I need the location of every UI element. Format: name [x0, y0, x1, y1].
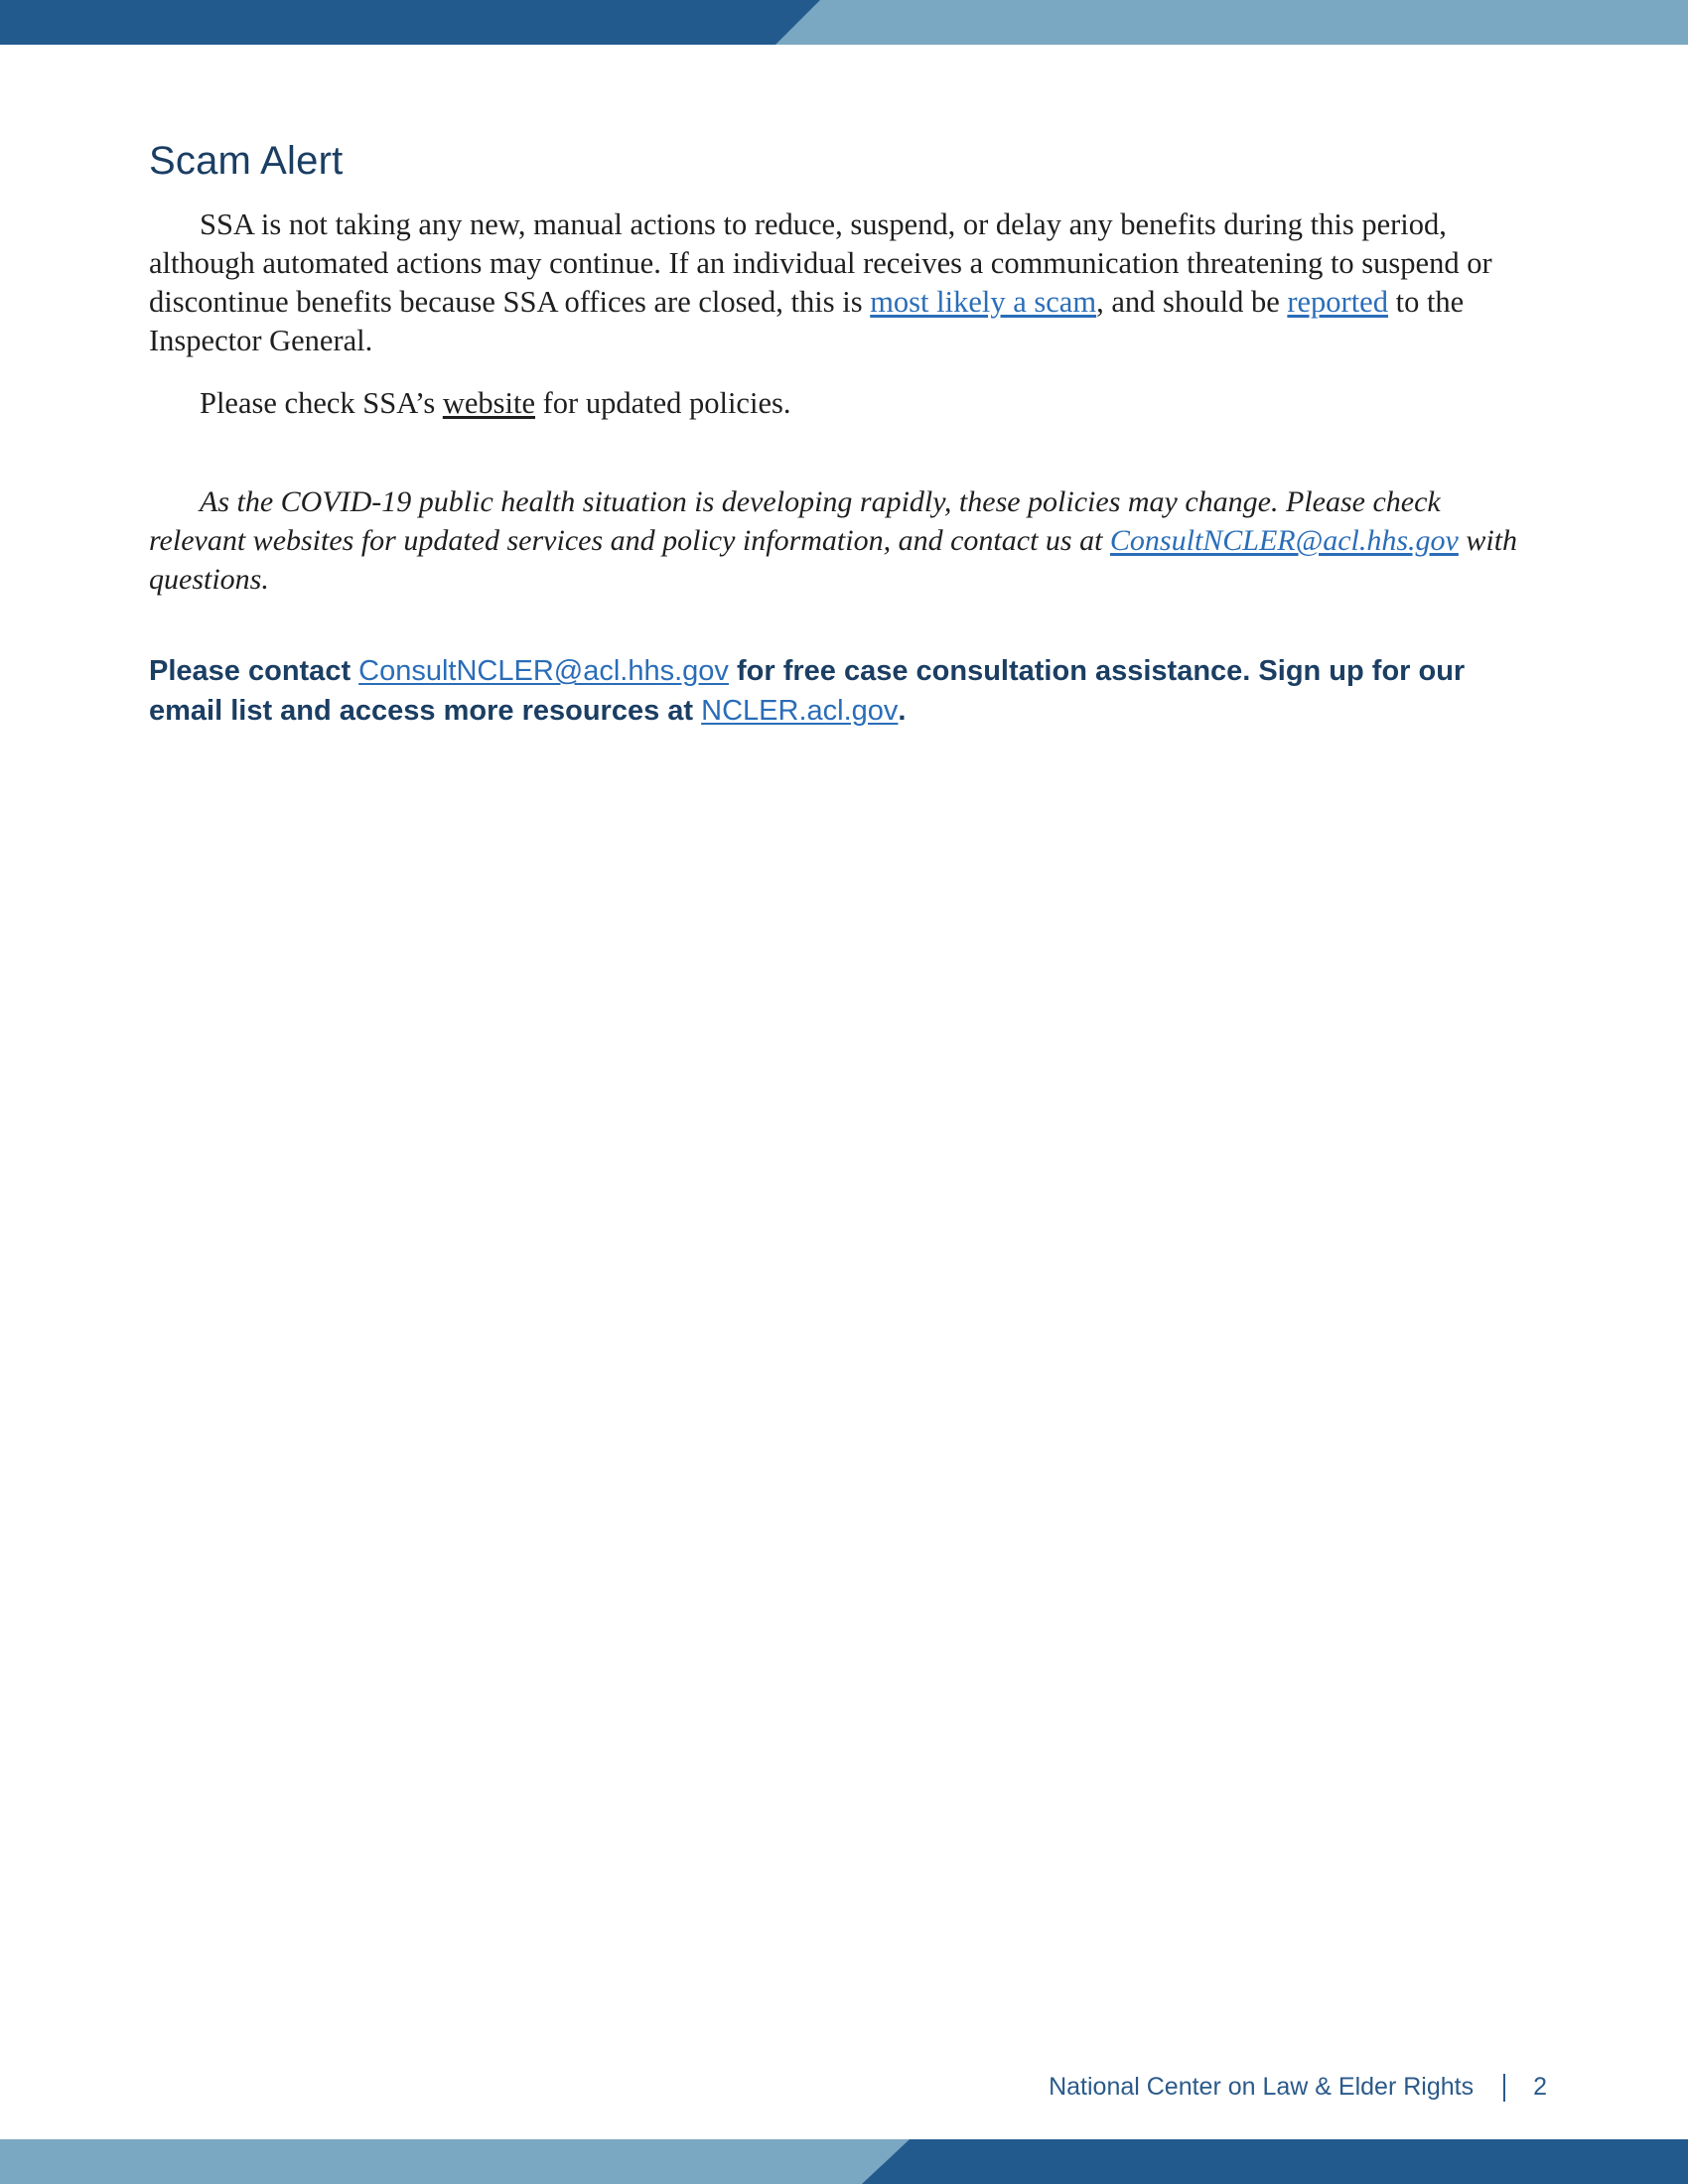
website-paragraph [149, 384, 1539, 423]
scam-text-a: SSA is not taking any new, manual actions to reduce, suspend, or delay any benefits during this period, although automated actions may continue. If an individual receives a communication threatening to suspend or discontinue benefits because SSA offices are closed, this is [149, 207, 1492, 319]
footer-band-light [0, 2139, 910, 2184]
website-text-a: Please check SSA’s [200, 386, 443, 420]
scam-text-c: to the Inspector General. [149, 285, 1465, 357]
footer-org-name: National Center on Law & Elder Rights [1049, 2073, 1475, 2101]
scam-text-b: , and should be [1096, 285, 1288, 319]
page-number: 2 [1533, 2073, 1547, 2101]
note-email-link[interactable]: ConsultNCLER@acl.hhs.gov [1109, 524, 1459, 557]
contact-paragraph [149, 651, 1539, 731]
footer-band [0, 2139, 1688, 2184]
note-text-b: with questions. [149, 524, 1518, 596]
footer-band-graphic [0, 2139, 1688, 2184]
scam-paragraph [149, 205, 1539, 360]
contact-email-link[interactable]: ConsultNCLER@acl.hhs.gov [358, 655, 729, 687]
note-text-a: As the COVID-19 public health situation is developing rapidly, these policies may change. Please check relevant websites for updated services and policy information, and contact us at [149, 485, 1441, 557]
contact-text-c: . [898, 695, 907, 727]
footer-divider [1503, 2074, 1505, 2102]
website-text-b: for updated policies. [535, 386, 791, 420]
reported-link[interactable]: reported [1287, 285, 1388, 319]
ncler-website-link[interactable]: NCLER.acl.gov [701, 695, 899, 727]
page-footer [1049, 2073, 1547, 2102]
header-band-dark [0, 0, 820, 45]
main-content [149, 139, 1539, 731]
section-heading: Scam Alert [149, 139, 344, 183]
header-band-graphic [0, 0, 1688, 45]
covid-note [149, 482, 1539, 599]
most-likely-scam-link[interactable]: most likely a scam [870, 285, 1097, 319]
ssa-website-link[interactable]: website [442, 386, 535, 420]
header-band [0, 0, 1688, 45]
contact-text-a: Please contact [149, 655, 359, 687]
contact-text-b: for free case consultation assistance. Sign up for our email list and access more resources at [149, 655, 1466, 727]
